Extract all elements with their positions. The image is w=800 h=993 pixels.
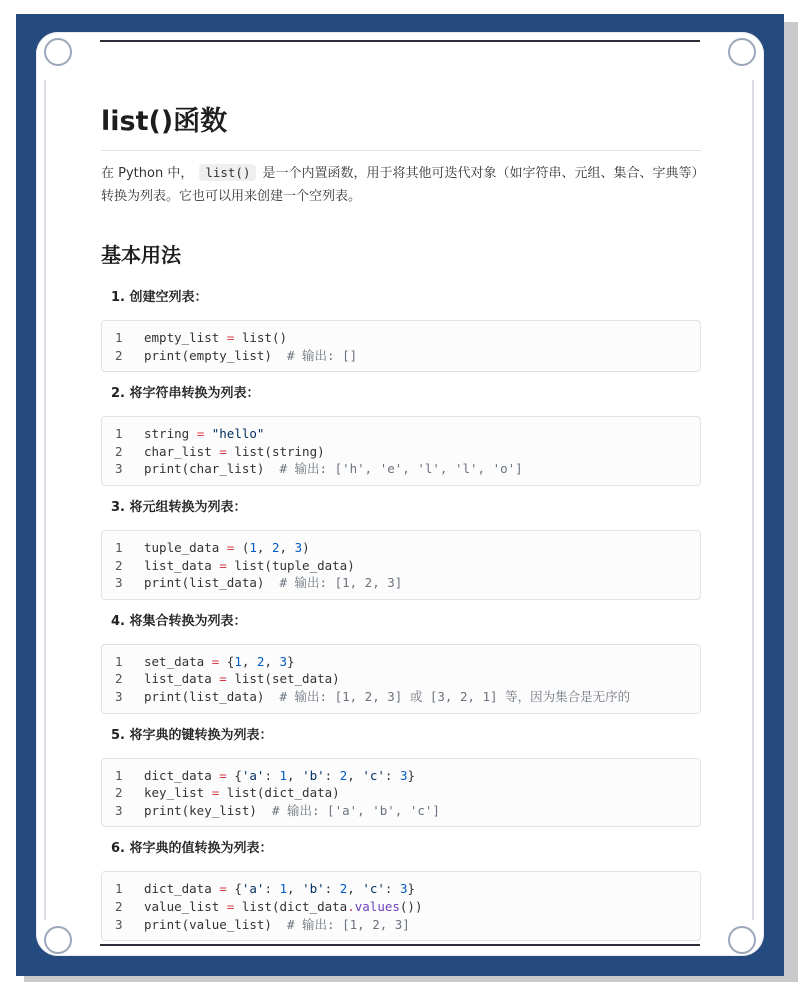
code-token: = bbox=[211, 785, 220, 801]
code-token: 2 bbox=[339, 881, 348, 897]
code-block bbox=[101, 758, 701, 828]
code-token: } bbox=[407, 767, 416, 783]
code-token: = bbox=[226, 330, 235, 345]
line-number: 3 bbox=[115, 916, 123, 932]
code-token: # 输出: [] bbox=[287, 347, 358, 363]
code-token: : bbox=[384, 767, 400, 783]
code-token: : bbox=[324, 881, 340, 897]
code-token: 'b' bbox=[302, 767, 325, 783]
code-text bbox=[144, 443, 325, 461]
code-token: ) bbox=[302, 539, 310, 555]
line-number: 1 bbox=[115, 330, 123, 345]
code-line bbox=[102, 916, 700, 934]
code-token: # 输出: [1, 2, 3] bbox=[287, 916, 410, 932]
code-token: empty_list bbox=[144, 330, 227, 345]
code-token: } bbox=[287, 653, 295, 669]
line-number: 1 bbox=[115, 539, 123, 555]
code-line bbox=[102, 784, 700, 802]
code-token: ( bbox=[234, 539, 250, 555]
code-token: 2 bbox=[256, 653, 265, 669]
code-line bbox=[102, 880, 700, 898]
code-token: , bbox=[256, 539, 272, 555]
code-token: : bbox=[264, 881, 280, 897]
code-text bbox=[144, 539, 310, 557]
code-token: "hello" bbox=[211, 426, 265, 442]
code-token: list(tuple_data) bbox=[226, 557, 355, 573]
code-token: 3 bbox=[399, 767, 408, 783]
intro-text-before: 在 Python 中， bbox=[101, 166, 194, 181]
code-token: = bbox=[219, 881, 227, 897]
code-token: list(string) bbox=[226, 443, 325, 459]
line-number: 3 bbox=[115, 461, 123, 477]
code-token: 'a' bbox=[241, 881, 265, 897]
code-line bbox=[102, 347, 700, 365]
inline-code: list() bbox=[199, 164, 256, 181]
code-text bbox=[144, 767, 415, 785]
line-number: 2 bbox=[115, 347, 123, 363]
code-text bbox=[144, 916, 410, 934]
code-block bbox=[101, 530, 701, 600]
code-token: 'c' bbox=[362, 767, 385, 783]
article bbox=[101, 100, 701, 953]
code-line bbox=[102, 688, 700, 706]
code-token: # 输出: ['h', 'e', 'l', 'l', 'o'] bbox=[279, 461, 523, 477]
code-token: # 输出: [1, 2, 3] bbox=[279, 575, 403, 591]
code-token: tuple_data bbox=[144, 539, 227, 555]
code-token: string bbox=[144, 426, 197, 442]
code-line bbox=[102, 898, 700, 916]
code-token: list() bbox=[234, 330, 288, 345]
code-token: list_data bbox=[144, 671, 220, 687]
code-token: = bbox=[219, 767, 227, 783]
code-text bbox=[144, 347, 357, 365]
code-text bbox=[144, 425, 264, 443]
code-text bbox=[144, 653, 295, 671]
code-line bbox=[102, 539, 700, 557]
code-token: list(dict_data) bbox=[219, 785, 340, 801]
code-token: 2 bbox=[339, 767, 348, 783]
code-line bbox=[102, 653, 700, 671]
code-token: } bbox=[407, 881, 416, 897]
code-token: { bbox=[226, 881, 242, 897]
code-token: value_list bbox=[144, 898, 227, 914]
line-number: 1 bbox=[115, 881, 123, 897]
line-number: 3 bbox=[115, 688, 123, 704]
code-token: , bbox=[264, 653, 280, 669]
code-block bbox=[101, 320, 701, 372]
code-line bbox=[102, 557, 700, 575]
code-token: = bbox=[219, 443, 227, 459]
code-token: dict_data bbox=[144, 881, 220, 897]
code-token: . bbox=[347, 898, 355, 914]
code-token: print(value_list) bbox=[144, 916, 287, 932]
code-token: 1 bbox=[234, 653, 242, 669]
line-number: 2 bbox=[115, 443, 123, 459]
corner-ring-tr bbox=[728, 38, 756, 66]
code-token: 3 bbox=[399, 881, 408, 897]
code-token: print(key_list) bbox=[144, 802, 272, 818]
code-token: = bbox=[219, 557, 227, 573]
code-token: 1 bbox=[279, 881, 288, 897]
steps-list bbox=[101, 288, 701, 941]
step-label: 1. 创建空列表： bbox=[111, 290, 208, 305]
corner-ring-bl bbox=[44, 926, 72, 954]
line-number: 1 bbox=[115, 767, 123, 783]
code-token: = bbox=[226, 539, 235, 555]
code-text bbox=[144, 557, 355, 575]
code-block bbox=[101, 871, 701, 941]
code-text bbox=[144, 670, 340, 688]
line-number: 2 bbox=[115, 671, 123, 687]
line-number: 2 bbox=[115, 785, 123, 801]
code-block bbox=[101, 416, 701, 486]
line-number: 2 bbox=[115, 898, 123, 914]
left-rule bbox=[44, 80, 46, 920]
step-label: 5. 将字典的键转换为列表： bbox=[111, 727, 273, 743]
code-line bbox=[102, 443, 700, 461]
code-text bbox=[144, 329, 287, 347]
code-text bbox=[144, 880, 415, 898]
line-number: 1 bbox=[115, 426, 123, 442]
code-line bbox=[102, 574, 700, 592]
code-text bbox=[144, 898, 422, 916]
code-token: 'c' bbox=[362, 881, 385, 897]
code-token: set_data bbox=[144, 653, 212, 669]
code-token: dict_data bbox=[144, 767, 220, 783]
section-heading: 基本用法 bbox=[101, 243, 181, 267]
code-text bbox=[144, 460, 523, 478]
code-token: print(char_list) bbox=[144, 461, 280, 477]
code-token: list_data bbox=[144, 557, 220, 573]
code-token: : bbox=[384, 881, 400, 897]
code-line bbox=[102, 329, 700, 347]
code-token: 'a' bbox=[241, 767, 265, 783]
code-token: 3 bbox=[279, 653, 288, 669]
line-number: 1 bbox=[115, 653, 123, 669]
code-line bbox=[102, 460, 700, 478]
code-token: = bbox=[219, 671, 227, 687]
code-token: { bbox=[226, 767, 242, 783]
code-token: , bbox=[347, 767, 363, 783]
code-token: 3 bbox=[294, 539, 303, 555]
line-number: 3 bbox=[115, 802, 123, 818]
code-token: list(set_data) bbox=[226, 671, 340, 687]
code-token: , bbox=[279, 539, 295, 555]
corner-ring-tl bbox=[44, 38, 72, 66]
code-text bbox=[144, 784, 340, 802]
code-token: print(empty_list) bbox=[144, 347, 287, 363]
code-text bbox=[144, 802, 440, 820]
code-token: = bbox=[211, 653, 220, 669]
code-token: values bbox=[354, 898, 400, 914]
code-token: print(list_data) bbox=[144, 575, 280, 591]
corner-ring-br bbox=[728, 926, 756, 954]
code-token: : bbox=[324, 767, 340, 783]
page-title: list()函数 bbox=[101, 100, 701, 151]
code-block bbox=[101, 644, 701, 714]
code-token: 'b' bbox=[302, 881, 325, 897]
right-rule bbox=[752, 80, 754, 920]
code-line bbox=[102, 425, 700, 443]
line-number: 3 bbox=[115, 575, 123, 591]
code-token bbox=[204, 426, 212, 441]
code-text bbox=[144, 574, 402, 592]
code-line bbox=[102, 670, 700, 688]
code-token: print(list_data) bbox=[144, 688, 280, 704]
code-token: list(dict_data bbox=[234, 898, 348, 914]
code-token: , bbox=[241, 653, 257, 669]
code-token: 1 bbox=[249, 539, 257, 555]
code-text bbox=[144, 688, 630, 706]
code-token: = bbox=[196, 426, 205, 442]
code-line bbox=[102, 802, 700, 820]
step-label: 4. 将集合转换为列表： bbox=[111, 613, 247, 629]
code-token: : bbox=[264, 767, 280, 783]
code-token: key_list bbox=[144, 785, 212, 801]
code-token: 1 bbox=[279, 767, 288, 783]
step-label: 2. 将字符串转换为列表： bbox=[111, 386, 260, 402]
code-token: # 输出: [1, 2, 3] 或 [3, 2, 1] 等，因为集合是无序的 bbox=[279, 688, 631, 704]
code-token: , bbox=[347, 881, 363, 897]
intro-text-after: 是一个内置函数，用于将其他可迭代对象（如字符串、元组、集合、字典等）转换为列表。它也可以用来创建一个空列表。 bbox=[101, 166, 698, 204]
code-token: , bbox=[287, 767, 303, 783]
code-token: 2 bbox=[271, 539, 280, 555]
code-token: char_list bbox=[144, 443, 220, 459]
top-rule bbox=[100, 40, 700, 42]
code-token: , bbox=[287, 881, 303, 897]
code-line bbox=[102, 767, 700, 785]
code-token: { bbox=[219, 653, 235, 669]
code-token: # 输出: ['a', 'b', 'c'] bbox=[271, 802, 440, 818]
code-token: = bbox=[226, 898, 235, 914]
code-token: ()) bbox=[399, 898, 423, 914]
line-number: 2 bbox=[115, 557, 123, 573]
step-label: 6. 将字典的值转换为列表： bbox=[111, 841, 273, 857]
step-label: 3. 将元组转换为列表： bbox=[111, 499, 247, 515]
intro-paragraph bbox=[101, 161, 701, 208]
